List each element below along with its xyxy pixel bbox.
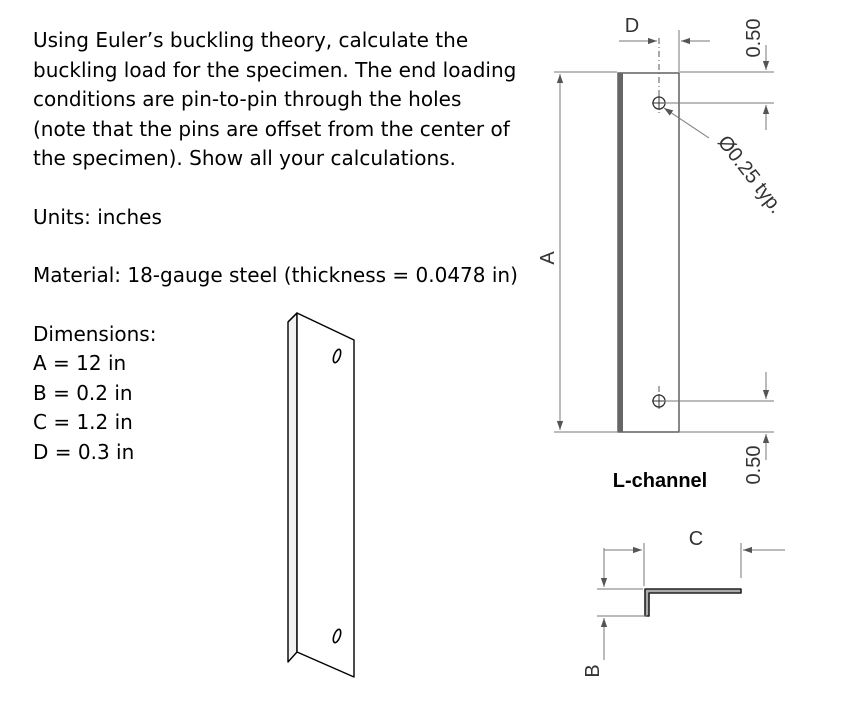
dimension-d: D = 0.3 in bbox=[33, 439, 135, 464]
material-line: Material: 18-gauge steel (thickness = 0.0478 in) bbox=[33, 263, 518, 287]
channel-web bbox=[297, 313, 354, 677]
label-d: D bbox=[624, 15, 640, 37]
intro-line-5: the specimen). Show all your calculations. bbox=[33, 146, 456, 170]
label-b: B bbox=[582, 664, 604, 678]
dimension-a: A = 12 in bbox=[33, 351, 127, 375]
dimensions-heading: Dimensions: bbox=[33, 321, 157, 346]
intro-line-4: (note that the pins are offset from the center of bbox=[33, 116, 510, 141]
channel-front-outline bbox=[618, 73, 679, 432]
front-view bbox=[537, 15, 787, 492]
label-a: A bbox=[537, 251, 559, 265]
dimension-b-line bbox=[597, 548, 647, 660]
channel-flange bbox=[288, 313, 297, 662]
intro-line-2: buckling load for the specimen. The end loading bbox=[33, 57, 517, 82]
intro-line-1: Using Euler’s buckling theory, calculate the bbox=[33, 28, 469, 52]
units-line: Units: inches bbox=[33, 204, 162, 229]
section-view bbox=[582, 528, 785, 678]
dimension-a-line bbox=[554, 72, 617, 432]
intro-line-3: conditions are pin-to-pin through the holes bbox=[33, 87, 462, 111]
label-c: C bbox=[688, 528, 704, 550]
isometric-view bbox=[288, 313, 354, 677]
top-offset-label: 0.50 bbox=[743, 18, 765, 58]
hole-callout: Ø0.25 typ. bbox=[713, 131, 788, 218]
channel-front-flange bbox=[618, 73, 623, 432]
l-profile bbox=[645, 589, 741, 616]
part-name: L-channel bbox=[612, 470, 708, 492]
dimension-c: C = 1.2 in bbox=[33, 410, 133, 434]
bottom-offset-label: 0.50 bbox=[743, 445, 765, 485]
dimension-b: B = 0.2 in bbox=[33, 380, 133, 405]
